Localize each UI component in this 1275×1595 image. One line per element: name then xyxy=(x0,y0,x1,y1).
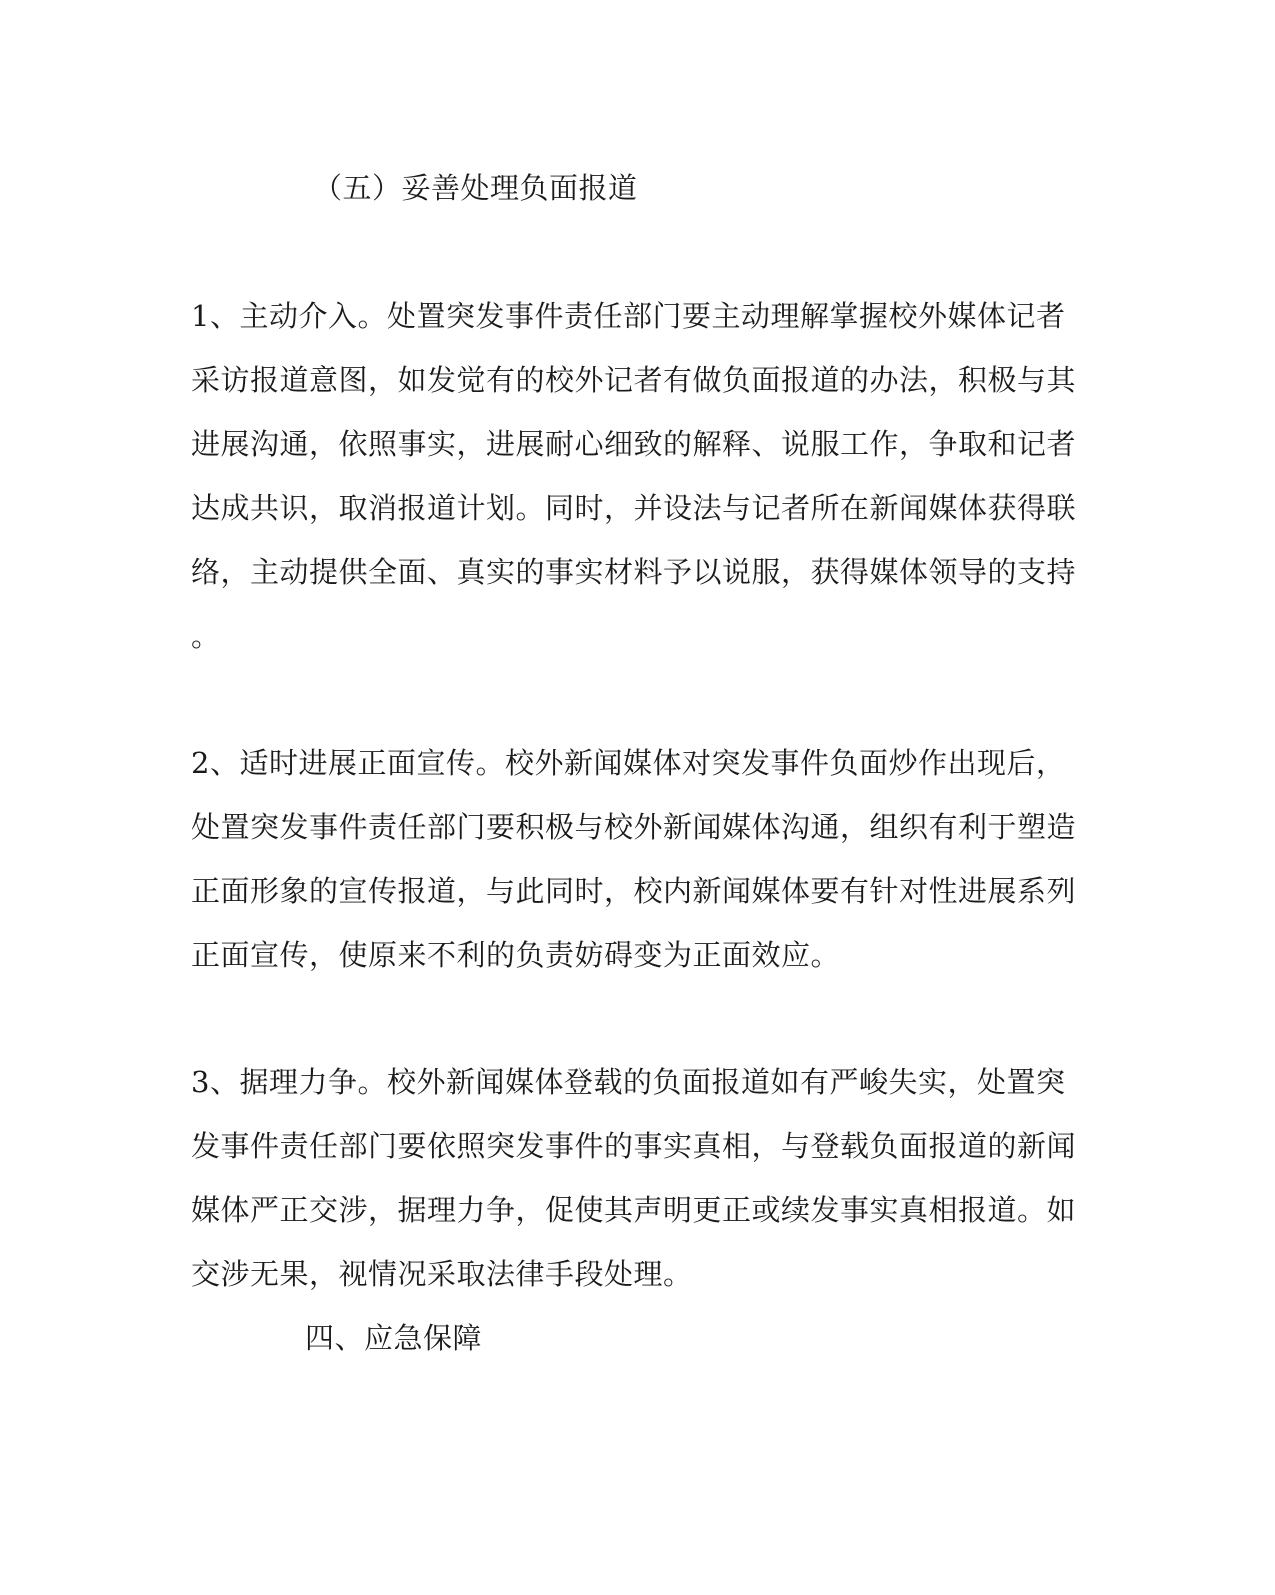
paragraph-1-line-2: 采访报道意图，如发觉有的校外记者有做负面报道的办法，积极与其 xyxy=(191,363,1077,397)
paragraph-1-line-6: 。 xyxy=(191,619,221,653)
paragraph-2-line-3: 正面形象的宣传报道，与此同时，校内新闻媒体要有针对性进展系列 xyxy=(191,874,1077,908)
paragraph-1-line-5: 络，主动提供全面、真实的事实材料予以说服，获得媒体领导的支持 xyxy=(191,555,1077,589)
paragraph-1-line-3: 进展沟通，依照事实，进展耐心细致的解释、说服工作，争取和记者 xyxy=(191,427,1077,461)
paragraph-2-line-2: 处置突发事件责任部门要积极与校外新闻媒体沟通，组织有利于塑造 xyxy=(191,810,1077,844)
paragraph-3-line-4: 交涉无果，视情况采取法律手段处理。 xyxy=(191,1257,693,1291)
paragraph-3-line-3: 媒体严正交涉，据理力争，促使其声明更正或续发事实真相报道。如 xyxy=(191,1193,1077,1227)
next-section-heading: 四、应急保障 xyxy=(305,1321,483,1355)
paragraph-2-line-4: 正面宣传，使原来不利的负责妨碍变为正面效应。 xyxy=(191,938,841,972)
paragraph-3-line-1: 3、据理力争。校外新闻媒体登载的负面报道如有严峻失实，处置突 xyxy=(191,1065,1066,1099)
paragraph-1-line-4: 达成共识，取消报道计划。同时，并设法与记者所在新闻媒体获得联 xyxy=(191,491,1077,525)
paragraph-1-line-1: 1、主动介入。处置突发事件责任部门要主动理解掌握校外媒体记者 xyxy=(191,299,1066,333)
section-heading: （五）妥善处理负面报道 xyxy=(313,171,638,205)
paragraph-3-line-2: 发事件责任部门要依照突发事件的事实真相，与登载负面报道的新闻 xyxy=(191,1129,1077,1163)
paragraph-2-line-1: 2、适时进展正面宣传。校外新闻媒体对突发事件负面炒作出现后， xyxy=(191,746,1066,780)
